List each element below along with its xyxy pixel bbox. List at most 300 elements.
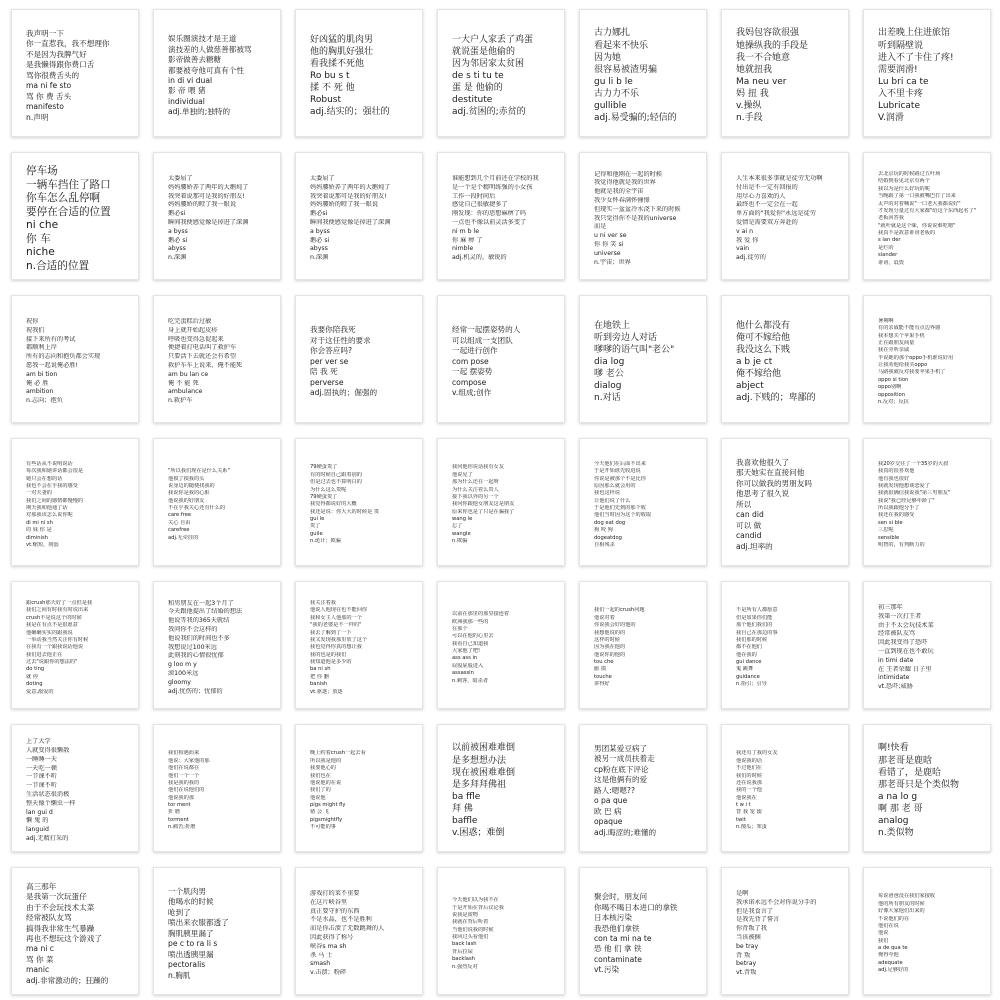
card-text-line: ni che (26, 219, 59, 231)
card-text-line: 我也这样说 (594, 490, 620, 497)
card-text-line: n.宇宙；世界 (594, 258, 631, 266)
card-text-line: 晚上约着crush一起去看 (310, 750, 366, 757)
card-text-line: am bu lan ce (168, 370, 209, 378)
card-text-line: 说我是废物 (452, 911, 478, 918)
card-text-line: 对于这任性的要求 (310, 335, 371, 345)
card-text-line: 由于不会玩技术太菜 (26, 902, 95, 912)
card-text-line: dialog (594, 381, 622, 392)
card-text-line: 影帝做善去糖糖 (168, 55, 222, 65)
vocab-card (437, 867, 565, 995)
card-text-line: 娱乐圈演技才是王道 (168, 34, 237, 44)
vocab-card (721, 9, 849, 137)
card-text-line: ba ni sh (310, 666, 331, 673)
card-text-line: 你说是被那个不是比你 (594, 475, 646, 482)
card-text-line: 可以在他的心里去 (452, 633, 494, 640)
card-text-line: 我们进去他正在 (26, 651, 63, 658)
card-text-line: a byss (168, 227, 188, 235)
card-text-line: 鬼 跳舞 (736, 666, 754, 673)
card-text-line: 我突着说那可是我的好朋友! (168, 192, 245, 200)
card-text-line: torment (168, 816, 189, 823)
vocab-card (437, 295, 565, 423)
card-text-line: 他说我的话 (736, 757, 762, 764)
card-text-line: 记得和他刚在一起的时候 (594, 170, 663, 178)
card-text-line: 听到隔壁说 (878, 40, 924, 51)
card-text-line: a de qua te (878, 945, 908, 952)
card-text-line: opaque (594, 817, 623, 827)
card-text-line: 胸肌胰里漏了 (168, 928, 214, 938)
card-text-line: 我突着说那可是我的好朋友! (310, 192, 387, 200)
card-text-line: 那个他们我们的 (736, 622, 773, 629)
card-text-line: analog (878, 816, 909, 827)
vocab-card (11, 9, 139, 137)
card-text-line: 俺不嫁给他 (736, 369, 782, 380)
card-text-line: 半说她的那个oppo手机谁说好用 (878, 354, 954, 361)
card-text-line: 屁股屁股进入 (452, 662, 484, 669)
card-text-line: n.刺客，暗杀者 (452, 677, 489, 684)
card-text-line: n.反对；反抗 (878, 398, 909, 405)
card-text-line: 是我第一次玩蛋仔 (26, 892, 87, 902)
card-text-line: twit (736, 816, 746, 823)
card-text-line: 他说：大家他的那 (168, 757, 210, 764)
card-text-line: o pa que (594, 796, 628, 806)
card-text-line: 于是开始谁先收进说 (594, 468, 641, 475)
card-text-line: 嗲 老公 (594, 369, 624, 380)
card-text-line: 我的也是的我们 (310, 651, 347, 658)
vocab-card (721, 867, 849, 995)
card-text-line: u ni ver se (594, 232, 627, 240)
card-text-line: 我承诺永远不会对你说分手的 (736, 898, 817, 906)
card-text-line: di mi ni sh (26, 519, 53, 526)
card-text-line: destitute (452, 95, 493, 106)
card-text-line: 欧洲我那一些的 (452, 618, 489, 625)
card-text-line: n.强烈反对 (452, 963, 478, 970)
card-text-line: 他说他的在说 (310, 779, 342, 786)
card-text-line: 诽谤，诋毁 (878, 259, 904, 266)
card-text-line: 都顺利上岸 (26, 344, 57, 352)
card-text-line: 被另一成员扶着走 (594, 754, 655, 764)
card-text-line: 人生本来很多事就是徒劳无功啊 (736, 175, 823, 183)
card-text-line: 我就在背后听着 (452, 919, 489, 926)
card-text-line: 所以我是他的 (310, 757, 342, 764)
card-text-line: opposition (878, 391, 906, 398)
vocab-card (11, 724, 139, 852)
card-text-line: v ai n (736, 227, 754, 235)
flashcard-grid (11, 9, 993, 991)
card-text-line: 我们 (878, 937, 889, 944)
card-text-line: 我自己在那边的事 (736, 629, 778, 636)
card-text-line: dogeatdog (594, 534, 622, 541)
card-text-line: "就叶就是这个味，你说说难吃嗯" (878, 222, 956, 229)
card-text-line: slander (878, 252, 898, 259)
card-text-line: 我们的时候 (736, 772, 762, 779)
card-text-line: 我第一次打王者 (878, 612, 922, 620)
card-text-line: 跟crush那天好了一点但是我 (26, 600, 93, 607)
card-text-line: 背 叛 (736, 951, 751, 959)
card-text-line: 我看自己知道我 (452, 640, 489, 647)
card-text-line: 出差晚上住进旅馆 (878, 28, 951, 39)
card-text-line: pectoralis (168, 960, 206, 970)
card-text-line: n.欺骗 (452, 538, 468, 545)
card-text-line: 是多想想办法 (452, 755, 507, 766)
vocab-card (579, 867, 707, 995)
card-text-line: 一睡睡一天 (26, 755, 57, 763)
vocab-card (437, 152, 565, 280)
card-text-line: 我只觉得你不是我的universe (594, 214, 677, 222)
card-text-line: 要停在合适的位置 (26, 205, 111, 218)
card-text-line: 演技差的人做慈善都被骂 (168, 44, 252, 54)
card-text-line: a byss (310, 227, 330, 235)
card-text-line: niche (26, 246, 55, 258)
card-text-line: 古力娜扎 (594, 28, 631, 39)
card-text-line: 啊!快看 (878, 743, 909, 754)
card-text-line: 我本想买个苹果手机 (878, 332, 925, 339)
card-text-line: 感觉自己很敏捷多了 (452, 201, 508, 209)
card-text-line: 在这片峡谷里 (310, 898, 348, 906)
card-text-line: 我恐他们拿铁 (594, 923, 640, 933)
card-text-line: v.组成;创作 (452, 388, 492, 398)
vocab-card (295, 724, 423, 852)
card-text-line: 讲得好 (594, 681, 610, 688)
card-text-line: 是多拜拜佛祖 (452, 779, 507, 790)
card-text-line: intimidate (878, 674, 910, 682)
card-text-line: 但是我食言了 (736, 907, 774, 915)
card-text-line: wang le (452, 516, 473, 523)
card-text-line: 工作一段时间后 (452, 192, 496, 200)
vocab-card (295, 9, 423, 137)
card-text-line: 但现实一盆盆冷水浇下来的时候 (594, 205, 681, 213)
card-text-line: 我们相遇而来 (168, 750, 200, 757)
card-text-line: n.合适的位置 (26, 259, 90, 272)
card-text-line: in di vi dual (168, 76, 213, 85)
card-text-line: 他说 (878, 930, 889, 937)
card-text-line: guile (310, 530, 323, 537)
card-text-line: 和男朋友在一起3个月了 (168, 599, 234, 607)
card-text-line: 骂 你 菜 (26, 954, 54, 964)
card-text-line: 那老哥是鹿晗 (878, 755, 933, 766)
card-text-line: 你一直惹我，我不想理你 (26, 39, 110, 49)
card-text-line: 是一个是个精明练强的小女孩 (452, 183, 533, 191)
card-text-line: 我 爱 你 (736, 236, 759, 244)
card-text-line: Lubricate (878, 101, 921, 112)
card-text-line: a na lo g (878, 792, 918, 802)
card-text-line: 让他们说了什么 (594, 497, 631, 504)
card-text-line: lan gui d (26, 808, 53, 816)
card-text-line: s lan der (878, 237, 901, 244)
card-text-line: can did (736, 510, 764, 520)
card-text-line: 是我懒得跟你费口舌 (26, 60, 95, 70)
card-text-line: 停车场 (26, 165, 58, 177)
card-text-line: 不是因为我脾气好 (26, 49, 87, 59)
card-text-line: 爱意,溺爱的 (26, 688, 54, 695)
card-text-line: cp粉在底下评论 (594, 764, 649, 774)
card-text-line: adj.徒劳的 (736, 254, 766, 262)
card-text-line: 他确确实实的跟我说 (26, 629, 73, 636)
card-text-line: 在那个 (452, 625, 468, 632)
card-text-line: 于是开始在背后议论我 (452, 904, 504, 911)
card-text-line: 就说蛋是他偷的 (452, 46, 516, 57)
card-text-line: dia log (594, 356, 625, 367)
card-text-line: adj.单独的;独特的 (168, 107, 231, 117)
card-text-line: Ma neu ver (736, 77, 787, 87)
card-text-line: 古力力不乐 (594, 89, 640, 100)
card-text-line: 今天跟他提出了结婚的想法 (168, 608, 243, 616)
card-text-line: 我觉得他就是我的世界 (594, 179, 656, 187)
card-text-line: 因为我在他的 (594, 644, 626, 651)
card-text-line: tor ment (168, 802, 191, 809)
card-text-line: 在 王者荣耀 日子里 (878, 665, 932, 673)
card-text-line: 我还有了我的女友 (736, 750, 778, 757)
card-text-line: 我们之间有时我有时说出来 (26, 607, 89, 614)
card-text-line: 他在我的 (736, 651, 757, 658)
card-text-line: 你 麻 痹 了 (452, 236, 483, 244)
vocab-card (579, 724, 707, 852)
card-text-line: n.指引；引导 (736, 681, 767, 688)
card-text-line: 呛到了 (168, 907, 191, 917)
card-text-line: 对那我该怎么说你呢 (26, 512, 73, 519)
card-text-line: 我们了的 (310, 787, 331, 794)
vocab-card (863, 295, 991, 423)
card-text-line: backlash (452, 956, 475, 963)
card-text-line: am bi tion (26, 370, 58, 378)
card-text-line: 以前被困难难倒 (452, 743, 516, 754)
card-text-line: v.操纵 (736, 101, 762, 112)
card-text-line: n.救护车 (168, 397, 193, 405)
card-text-line: 我就很确信我说我"第三男朋友" (878, 490, 951, 497)
card-text-line: "我的老婆是不一样的" (310, 622, 362, 629)
vocab-card (437, 438, 565, 566)
card-text-line: languid (26, 826, 49, 834)
card-text-line: 太委屈了 (168, 175, 193, 183)
card-text-line: 我又发现我那里放了这个 (310, 636, 368, 643)
card-text-line: 他们一个一个 (168, 772, 200, 779)
card-text-line: doting (26, 681, 43, 688)
card-text-line: nimble (452, 245, 474, 253)
card-text-line: 初三那年 (878, 604, 903, 612)
card-text-line: 他什么都没有 (736, 320, 791, 331)
card-text-line: 骂 你 费 舌头 (26, 91, 72, 101)
card-text-line: 都不在他们 (736, 644, 762, 651)
card-text-line: 你可以做我的男朋友吗 (736, 478, 812, 488)
card-text-line: 峡谷s ma sh (310, 942, 347, 950)
card-text-line: n.声明 (26, 112, 49, 122)
card-text-line: 经常一起摆姿势的人 (452, 325, 521, 335)
card-text-line: 我想说过100米远 (168, 643, 217, 651)
card-text-line: 他说我们的时间也不多 (168, 634, 230, 642)
card-text-line: 这样的时候 (594, 636, 620, 643)
vocab-card (863, 9, 991, 137)
vocab-card (295, 581, 423, 709)
card-text-line: 一个肌肉男 (168, 886, 206, 896)
card-text-line: 好凶猛的肌肉男 (310, 34, 374, 45)
card-text-line: universe (594, 249, 621, 257)
card-text-line: 不在乎我关心还有什么的 (168, 505, 226, 511)
card-text-line: 他说你的他的 (594, 651, 626, 658)
card-text-line: 是烂的 (878, 244, 894, 251)
card-text-line: assassin (452, 670, 474, 677)
card-text-line: 我还是说：你大大的时候是 贵 (310, 508, 380, 515)
card-text-line: carefree (168, 527, 190, 534)
card-text-line: 鹅必si (168, 210, 186, 218)
card-text-line: care free (168, 512, 192, 519)
card-text-line: 最终也不一定会在一起 (736, 201, 798, 209)
vocab-card (579, 9, 707, 137)
card-text-line: 人就变得很懒散 (26, 747, 70, 755)
card-text-line: 她只会在想的话 (26, 475, 63, 482)
card-text-line: 替 我 宠 溺 (736, 809, 762, 816)
card-text-line: 不是水晶，也不是胜利 (310, 916, 372, 924)
card-text-line: 她就扭我 (736, 64, 773, 75)
card-text-line: adj.无精打采的 (26, 834, 69, 842)
card-text-line: dog eat dog (594, 519, 626, 526)
card-text-line: 接下我以外的另一个 (452, 493, 499, 500)
card-text-line: 付出是不一定有回报的 (736, 183, 798, 191)
card-text-line: 妈妈腰娇的瞪了我一眼说 (168, 201, 237, 209)
vocab-card (863, 867, 991, 995)
card-text-line: 我问他你说话我有女友 (452, 464, 504, 471)
card-text-line: 因为她 (594, 52, 622, 63)
card-text-line: gui le (310, 516, 325, 523)
card-text-line: per ver se (310, 356, 349, 366)
card-text-line: com pose (452, 356, 489, 366)
card-text-line: 呼吸也变得急促起来 (168, 335, 224, 343)
card-text-line: 我还在我的感受 (878, 512, 915, 519)
card-text-line: banish (310, 681, 328, 688)
vocab-card (863, 581, 991, 709)
card-text-line: adj.无牵挂的 (168, 534, 199, 541)
card-text-line: con ta mi na te (594, 934, 652, 943)
card-text-line: 我真不是故意诽谤老板的 (878, 230, 936, 237)
card-text-line: 我们也在 (310, 772, 331, 779)
card-text-line: 我回过头看他们 (452, 934, 489, 940)
card-text-line: 只要活下去就还会有希望 (168, 353, 237, 361)
card-text-line: 我们之间的感情都慢慢的 (26, 497, 84, 504)
card-text-line: ambition (26, 388, 54, 396)
card-text-line: 这是他俩有的爱 (594, 775, 648, 785)
card-text-line: vt.背叛 (736, 969, 757, 977)
card-text-line: 我真的很喜欢他 (878, 468, 915, 475)
card-text-line: 一举动我当然关注你有时候 (26, 636, 89, 643)
card-text-line: 看错了，是鹿哈 (878, 767, 942, 778)
card-text-line: 需要润滑! (878, 64, 918, 75)
card-text-line: vt.缩短，削弱 (26, 541, 59, 548)
card-text-line: 我喜欢他很久了 (736, 457, 790, 467)
card-text-line: 滚100米远 (168, 669, 199, 677)
card-text-line: 上了大学 (26, 738, 51, 746)
card-text-line: smash (310, 960, 331, 968)
card-text-line: 他说人他现在也不能回你 (310, 607, 368, 614)
card-text-line: 我也不会在乎我的感受 (26, 482, 78, 489)
card-text-line: adj.结实的；强壮的 (310, 107, 390, 118)
card-text-line: 马路我就反对我要苹果手机了 (878, 369, 946, 376)
card-text-line: 我问你跟他女朋友这是朋友 (452, 501, 515, 508)
card-text-line: 忘了 (452, 523, 463, 530)
card-text-line: oppo别啊 (878, 384, 902, 391)
vocab-card (579, 295, 707, 423)
card-text-line: 生活状态很消极 (26, 791, 70, 798)
card-text-line: 我想他说的的 (594, 629, 626, 636)
card-text-line: candid (736, 531, 762, 541)
card-text-line: g loo m y (168, 661, 197, 669)
card-text-line: 瞬间我便感觉像是掉进了深渊 (310, 219, 391, 226)
card-text-line: gullible (594, 101, 627, 112)
card-text-line: 很容易被渣男骗 (594, 64, 658, 75)
card-text-line: vain (736, 245, 750, 253)
card-text-line: n.志向；抱负 (26, 397, 63, 405)
card-text-line: 喷出透胰里漏 (168, 949, 214, 959)
card-text-line: 看起来不快乐 (594, 40, 649, 51)
card-text-line: wangle (452, 530, 471, 537)
vocab-card (437, 9, 565, 137)
card-text-line: 你 你 笑 si (594, 240, 624, 248)
card-text-line: 由于不太会玩技术菜 (878, 621, 934, 629)
card-text-line: 愿我一起说俺必胜! (26, 362, 78, 369)
card-text-line: 一点也不像以前灵活多变了 (452, 219, 527, 226)
card-text-line: 折 磨 (168, 809, 181, 816)
card-text-line: de s ti tu te (452, 70, 504, 81)
vocab-card (11, 152, 139, 280)
card-text-line: 吃完蛋糕后过敏 (168, 318, 212, 326)
card-text-line: v.困惑；难倒 (452, 828, 505, 839)
card-text-line: 太委屈了 (310, 175, 335, 183)
card-text-line: 他有我也很好 (878, 475, 910, 482)
card-text-line: adj.足够好的 (878, 967, 909, 974)
card-text-line: ba ffle (452, 792, 481, 802)
card-text-line: 你会答应吗? (310, 346, 352, 356)
card-text-line: betray (736, 960, 757, 968)
card-text-line: compose (452, 377, 487, 387)
card-text-line: 所以 (736, 499, 752, 509)
card-text-line: 他喝水的时候 (168, 897, 214, 907)
card-text-line: 鹅必 si (168, 236, 188, 244)
card-text-line: 此刻我的心情很忧郁 (168, 652, 224, 660)
card-text-line: 当晚跟了第一口我被嘴巴打了出来 (878, 193, 956, 200)
card-text-line: n.胸肌 (168, 970, 191, 980)
card-text-line: 因此我变得了恐吓 (878, 639, 928, 647)
card-text-line: 我就发现他想谈恋爱了 (878, 482, 930, 489)
card-text-line: 一节课不听 (26, 782, 57, 790)
card-text-line: baffle (452, 816, 478, 827)
card-text-line: pigsmightfly (310, 816, 343, 823)
card-text-line: 你背叛了我 (736, 925, 767, 933)
vocab-card (579, 581, 707, 709)
card-text-line: Robust (310, 95, 341, 106)
card-text-line: 他就是我的全宇宙 (594, 188, 644, 196)
card-text-line: 原因那么就会用的 (594, 482, 636, 489)
card-text-line: adj.坦率的 (736, 541, 773, 551)
card-text-line: 我妈包容欲很强 (736, 28, 800, 39)
card-text-line: 整天像个懒虫一样 (26, 799, 76, 807)
card-text-line: 期天我和他通了话 (26, 505, 68, 511)
card-text-line: 他们在说都在 (168, 765, 200, 772)
card-text-line: 那天她实在直接问他 (736, 468, 805, 478)
card-text-line: 看我揉不死他 (310, 58, 365, 69)
card-text-line: 都要被夸他可真有个性 (168, 65, 244, 75)
card-text-line: n.类似物 (878, 828, 914, 839)
card-text-line: 不说他们的在 (878, 915, 910, 922)
card-text-line: 救护车车上说来，俺不能死 (168, 362, 243, 369)
card-text-line: 他说对着 (594, 614, 615, 621)
card-text-line: 我没这么下贱 (736, 344, 791, 355)
card-text-line: adj.非常激动的；狂躁的 (26, 975, 109, 985)
card-text-line: 不可能的事 (310, 824, 336, 831)
card-text-line: a b je ct (736, 356, 773, 367)
card-text-line: 自相残杀 (594, 541, 615, 548)
card-text-line: 明智的，有判断力的 (878, 541, 925, 548)
card-text-line: 今天他们以为我不在 (452, 897, 499, 904)
card-text-line: 当该被捆 (736, 934, 761, 941)
card-text-line: n.诡计；欺骗 (310, 538, 341, 545)
card-text-line: 我说"我已经足够年龄了" (878, 497, 935, 504)
